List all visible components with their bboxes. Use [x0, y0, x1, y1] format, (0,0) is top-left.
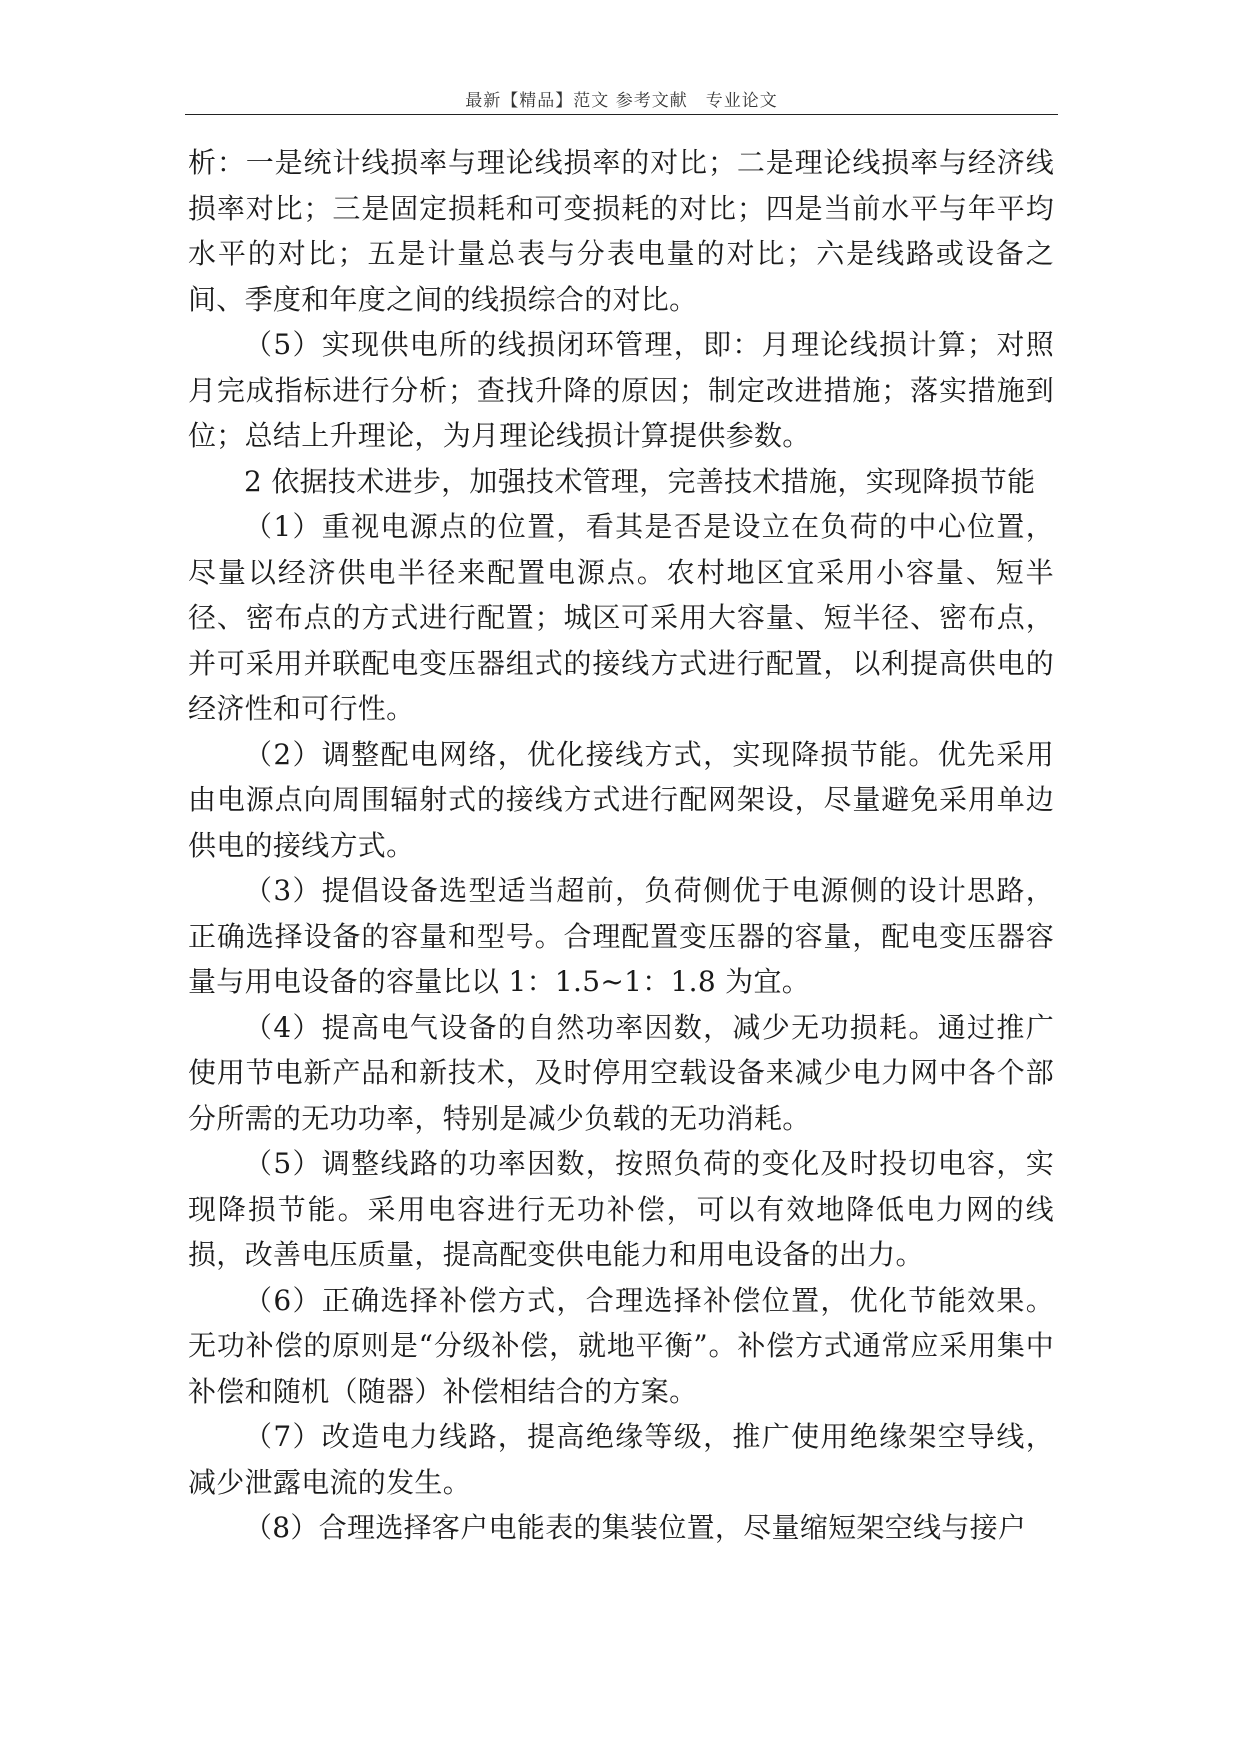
paragraph-equipment-selection: （3）提倡设备选型适当超前，负荷侧优于电源侧的设计思路，正确选择设备的容量和型号。合理配置变压器的容量，配电变压器容量与用电设备的容量比以 1：1.5~1：1.8 为宜。 [188, 874, 1054, 998]
paragraph-line-power-factor: （5）调整线路的功率因数，按照负荷的变化及时投切电容，实现降损节能。采用电容进行无功补偿，可以有效地降低电力网的线损，改善电压质量，提高配变供电能力和用电设备的出力。 [188, 1147, 1054, 1271]
paragraph-closed-loop-management: （5）实现供电所的线损闭环管理，即：月理论线损计算；对照月完成指标进行分析；查找升降的原因；制定改进措施；落实措施到位；总结上升理论，为月理论线损计算提供参数。 [188, 328, 1054, 452]
document-body [188, 140, 1054, 1551]
paragraph-compensation-method: （6）正确选择补偿方式，合理选择补偿位置，优化节能效果。无功补偿的原则是“分级补偿，就地平衡”。补偿方式通常应采用集中补偿和随机（随器）补偿相结合的方案。 [188, 1283, 1054, 1408]
paragraph-distribution-network: （2）调整配电网络，优化接线方式，实现降损节能。优先采用由电源点向周围辐射式的接线方式进行配网架设，尽量避免采用单边供电的接线方式。 [188, 737, 1054, 862]
paragraph-power-source-location: （1）重视电源点的位置，看其是否是设立在负荷的中心位置，尽量以经济供电半径来配置电源点。农村地区宜采用小容量、短半径、密布点的方式进行配置；城区可采用大容量、短半径、密布点，并可采用并联配电变压器组式的接线方式进行配置，以利提高供电的经济性和可行性。 [188, 510, 1054, 725]
page-header: 最新【精品】范文 参考文献 专业论文 [465, 91, 778, 111]
section-heading-technical-measures: 2 依据技术进步，加强技术管理，完善技术措施，实现降损节能 [244, 464, 1036, 498]
paragraph-power-factor-equipment: （4）提高电气设备的自然功率因数，减少无功损耗。通过推广使用节电新产品和新技术，及时停用空载设备来减少电力网中各个部分所需的无功功率，特别是减少负载的无功消耗。 [188, 1010, 1054, 1135]
header-divider [185, 114, 1058, 115]
paragraph-meter-location: （8）合理选择客户电能表的集装位置，尽量缩短架空线与接户 [244, 1511, 1027, 1544]
paragraph-line-insulation: （7）改造电力线路，提高绝缘等级，推广使用绝缘架空导线，减少泄露电流的发生。 [188, 1420, 1054, 1499]
paragraph-line-loss-analysis: 析：一是统计线损率与理论线损率的对比；二是理论线损率与经济线损率对比；三是固定损耗和可变损耗的对比；四是当前水平与年平均水平的对比；五是计量总表与分表电量的对比；六是线路或设备之间、季度和年度之间的线损综合的对比。 [188, 146, 1054, 316]
